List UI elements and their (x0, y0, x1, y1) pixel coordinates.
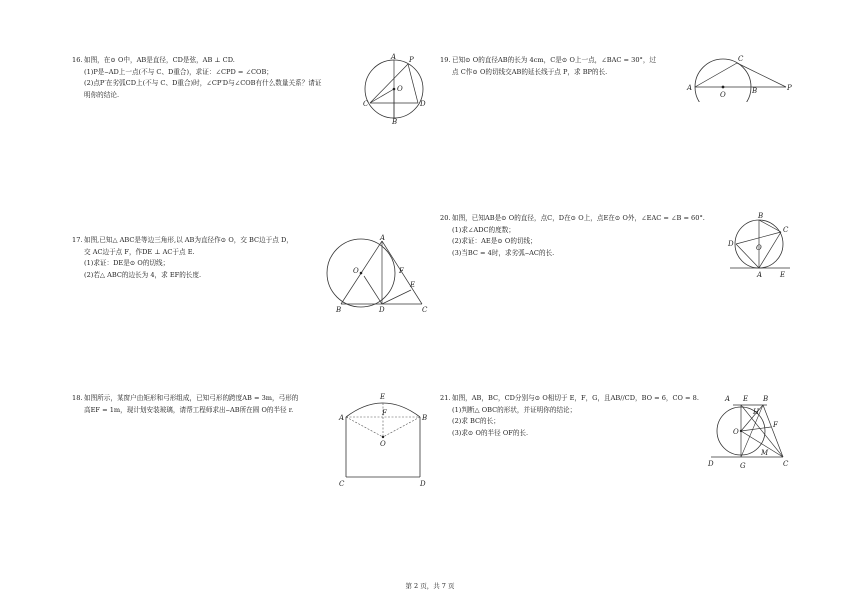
figure-label: P (787, 84, 792, 92)
figure-20 (726, 210, 794, 280)
problem-number: 21. (440, 394, 451, 402)
figure-label: O (353, 267, 359, 275)
problem-21 (440, 393, 720, 439)
problem-text-line: 交 AC边于点 F，作DE ⊥ AC于点 E. (84, 247, 195, 256)
problem-18 (72, 393, 342, 416)
figure-label: O (756, 244, 762, 252)
figure-label: E (410, 281, 416, 289)
problem-text-line: 明你的结论. (84, 90, 120, 99)
problem-text-line: 如图，AB，BC，CD分别与⊙ O相切于 E，F，G，且AB//CD，BO = 6，CO = 8. (452, 394, 699, 402)
problem-16 (72, 55, 372, 101)
figure-label: B (422, 414, 428, 422)
figure-label: D (708, 460, 714, 468)
problem-text-line: (2)点P′在劣弧CD上(不与 C、D重合)时，∠CP′D与∠COB有什么数量关系？请证 (84, 79, 322, 87)
figure-label: O (733, 428, 739, 436)
figure-17 (324, 232, 430, 316)
problem-text-line: 高EF = 1m，现计划安装玻璃，请帮工程师求出⌢AB所在圆 O的半径 r. (84, 405, 294, 414)
figure-label: H (753, 408, 760, 416)
figure-label: A (687, 84, 693, 92)
problem-text-line: 如图，已知AB是⊙ O的直径，点C，D在⊙ O上，点E在⊙ O外，∠EAC = ∠B = 60°. (452, 214, 705, 222)
figure-label: F (773, 421, 778, 429)
figure-21 (703, 389, 793, 471)
figure-label: B (758, 212, 764, 220)
problem-number: 16. (72, 56, 83, 64)
figure-label: C (339, 480, 345, 488)
figure-label: C (783, 226, 789, 234)
figure-19 (683, 52, 795, 102)
problem-17 (72, 235, 342, 281)
figure-label: E (743, 395, 749, 403)
figure-label: B (752, 87, 758, 95)
figure-16 (360, 52, 432, 124)
problem-number: 20. (440, 214, 451, 222)
page-footer: 第 2 页，共 7 页 (405, 582, 455, 590)
problem-text-line: (2)求 BC的长； (452, 417, 500, 425)
problem-text-line: (1)求∠ADC的度数； (452, 225, 515, 234)
problem-text-line: (3)当BC = 4时，求劣弧⌢AC的长. (452, 248, 555, 257)
problem-text-line: (2)若△ ABC的边长为 4，求 EF的长度. (84, 270, 202, 279)
problem-text-line: (1)判断△ OBC的形状，并证明你的结论； (452, 405, 577, 414)
problem-19 (440, 55, 690, 78)
problem-number: 18. (72, 394, 83, 402)
figure-label: A (380, 234, 386, 242)
figure-label: D (420, 100, 426, 108)
problem-number: 17. (72, 236, 83, 244)
figure-label: C (738, 55, 744, 63)
problem-number: 19. (440, 56, 451, 64)
figure-label: A (391, 53, 397, 61)
figure-label: D (379, 306, 385, 314)
problem-text-line: (1)求证：DE是⊙ O的切线； (84, 259, 170, 267)
figure-label: F (382, 409, 387, 417)
figure-label: E (380, 393, 386, 401)
figure-label: A (339, 414, 345, 422)
problem-text-line: (2)求证：AE是⊙ O的切线； (452, 237, 537, 245)
figure-18 (336, 389, 430, 493)
figure-label: G (740, 462, 746, 470)
problem-text-line: 点 C作⊙ O的切线交AB的延长线于点 P，求 BP的长. (452, 67, 608, 76)
figure-label: F (399, 267, 404, 275)
problem-text-line: 如图,已知△ ABC是等边三角形,以 AB为直径作⊙ O，交 BC边于点 D， (84, 236, 293, 244)
figure-label: O (380, 440, 386, 448)
figure-label: M (761, 449, 769, 457)
figure-label: D (728, 240, 734, 248)
figure-label: O (720, 91, 726, 99)
figure-label: A (757, 271, 763, 279)
problem-text-line: 如图，在⊙ O中，AB是直径，CD是弦，AB ⊥ CD. (84, 56, 235, 64)
figure-label: B (763, 395, 769, 403)
figure-label: E (780, 271, 786, 279)
figure-label: C (783, 460, 789, 468)
figure-label: O (397, 85, 403, 93)
figure-label: C (422, 306, 428, 314)
figure-label: B (392, 118, 398, 124)
problem-text-line: 如图所示，某窗户由矩形和弓形组成，已知弓形的跨度AB = 3m，弓形的 (84, 394, 299, 402)
problem-20 (440, 213, 730, 259)
figure-label: B (336, 306, 342, 314)
figure-label: D (420, 480, 426, 488)
problem-text-line: (1)P是⌢AD上一点(不与 C、D重合)，求证：∠CPD = ∠COB； (84, 67, 273, 76)
figure-label: C (363, 100, 369, 108)
problem-text-line: (3)求⊙ O的半径 OF的长. (452, 428, 529, 437)
figure-label: P (409, 56, 414, 64)
figure-label: A (725, 395, 731, 403)
problem-text-line: 已知⊙ O的直径AB的长为 4cm，C是⊙ O上一点，∠BAC = 30°，过 (452, 56, 657, 64)
